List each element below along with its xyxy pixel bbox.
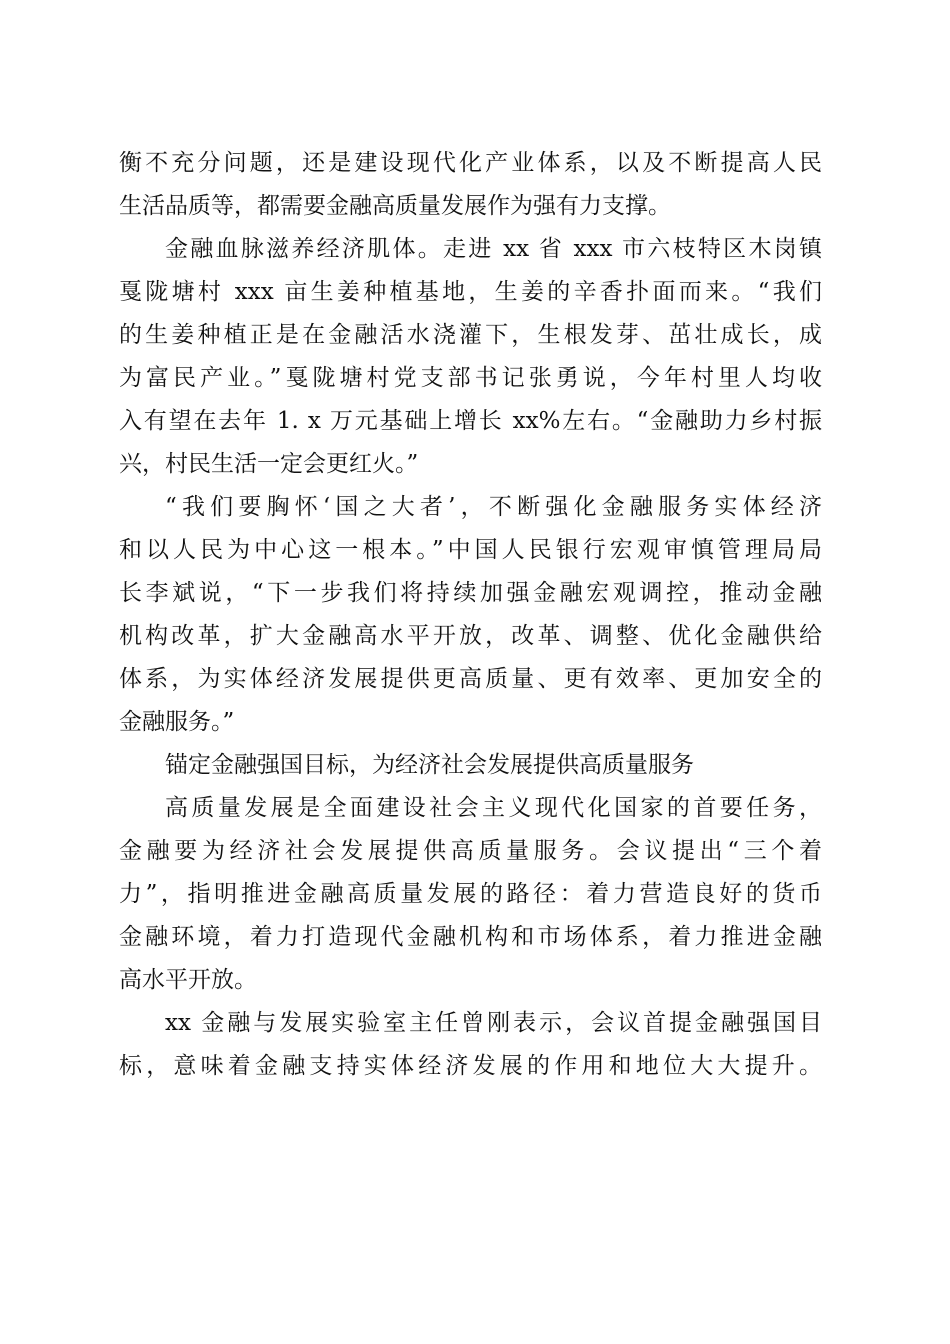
text-line: 和以人民为中心这一根本。”中国人民银行宏观审慎管理局局 [119, 537, 822, 563]
text-line: 金融环境，着力打造现代金融机构和市场体系，着力推进金融 [119, 924, 822, 950]
text-line: 体系，为实体经济发展提供更高质量、更有效率、更加安全的 [119, 666, 822, 692]
text-line: 标，意味着金融支持实体经济发展的作用和地位大大提升。 [119, 1053, 822, 1079]
text-line: 高质量发展是全面建设社会主义现代化国家的首要任务， [165, 795, 822, 821]
text-line: 锚定金融强国目标，为经济社会发展提供高质量服务 [165, 752, 694, 778]
document-body [119, 142, 822, 1088]
text-line: 长李斌说，“下一步我们将持续加强金融宏观调控，推动金融 [119, 580, 822, 606]
text-line: 高水平开放。 [119, 967, 257, 993]
section-heading [119, 744, 822, 787]
text-line: “我们要胸怀‘国之大者’，不断强化金融服务实体经济 [165, 494, 822, 520]
paragraph [119, 228, 822, 486]
paragraph [119, 1002, 822, 1088]
text-line: 力”，指明推进金融高质量发展的路径：着力营造良好的货币 [119, 881, 822, 907]
text-line: 的生姜种植正是在金融活水浇灌下，生根发芽、茁壮成长，成 [119, 322, 822, 348]
text-line: 衡不充分问题，还是建设现代化产业体系，以及不断提高人民 [119, 150, 822, 176]
text-line: 戛陇塘村 xxx 亩生姜种植基地，生姜的辛香扑面而来。“我们 [119, 279, 822, 305]
text-line: 金融服务。” [119, 709, 235, 735]
text-line: 生活品质等，都需要金融高质量发展作为强有力支撑。 [119, 193, 671, 219]
text-line: 兴，村民生活一定会更红火。” [119, 451, 419, 477]
paragraph [119, 787, 822, 1002]
text-line: 金融血脉滋养经济肌体。走进 xx 省 xxx 市六枝特区木岗镇 [165, 236, 822, 262]
text-line: 入有望在去年 1. x 万元基础上增长 xx%左右。“金融助力乡村振 [119, 408, 822, 434]
text-line: xx 金融与发展实验室主任曾刚表示，会议首提金融强国目 [165, 1010, 822, 1036]
text-line: 为富民产业。”戛陇塘村党支部书记张勇说，今年村里人均收 [119, 365, 822, 391]
text-line: 机构改革，扩大金融高水平开放，改革、调整、优化金融供给 [119, 623, 822, 649]
paragraph [119, 486, 822, 744]
paragraph [119, 142, 822, 228]
text-line: 金融要为经济社会发展提供高质量服务。会议提出“三个着 [119, 838, 822, 864]
